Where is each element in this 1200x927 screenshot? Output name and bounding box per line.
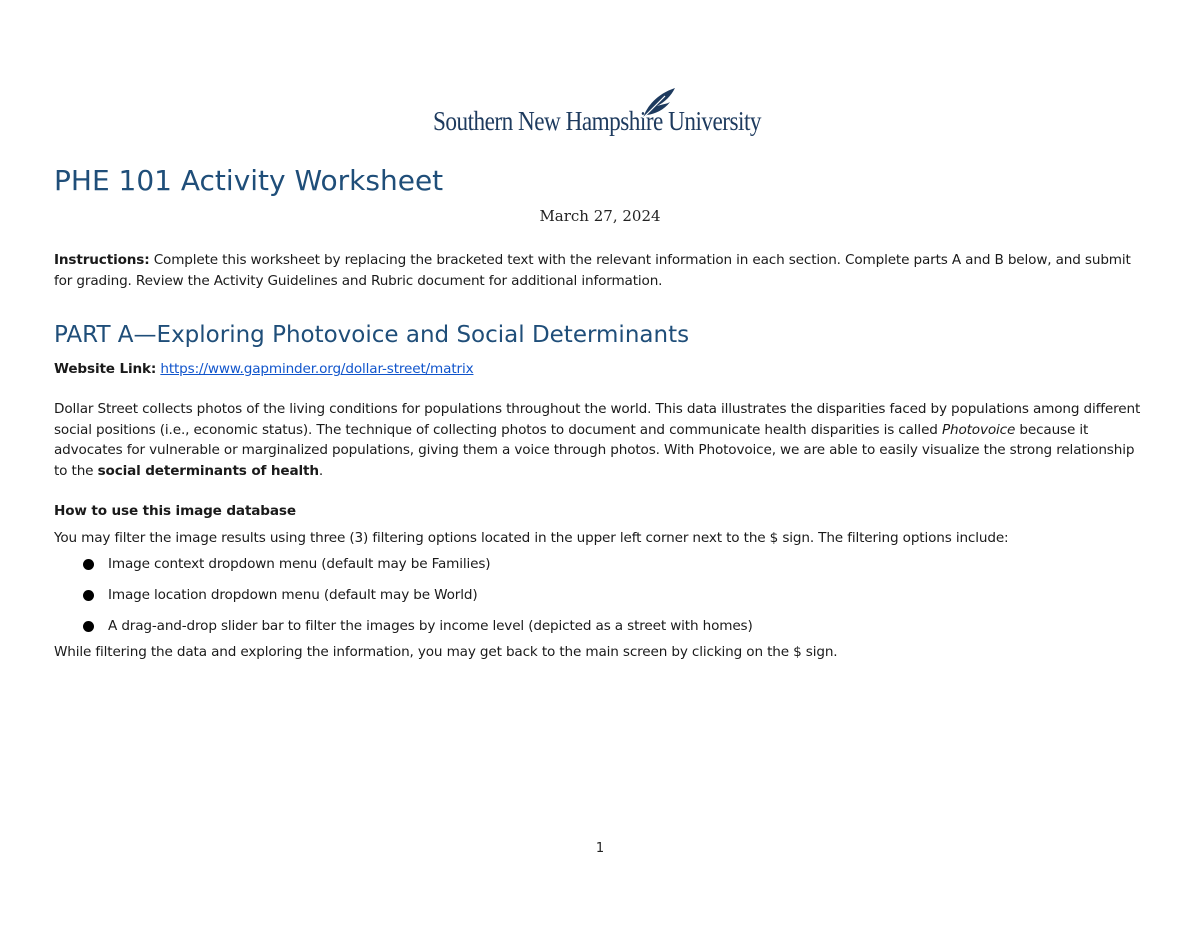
feather-logo-icon (637, 86, 677, 120)
instructions-paragraph (54, 250, 1149, 291)
howto-heading: How to use this image database (54, 503, 296, 519)
instructions-label: Instructions: (54, 252, 150, 268)
bullet-icon (83, 590, 94, 601)
website-link[interactable]: https://www.gapminder.org/dollar-street/matrix (160, 361, 474, 377)
list-item (80, 554, 753, 585)
snhu-logo (433, 86, 773, 142)
filter-paragraph: You may filter the image results using three (3) filtering options located in the upper left corner next to the $ sign. The filtering options include: (54, 530, 1009, 546)
list-item (80, 585, 753, 616)
intro-text: Dollar Street collects photos of the living conditions for populations throughout the world. This data illustrates the disparities faced by populations among different social positions (i.e., economic status). The technique of collecting photos to document and communicate health disparities is called (54, 401, 1141, 438)
website-link-label: Website Link: (54, 361, 157, 377)
closing-paragraph: While filtering the data and exploring the information, you may get back to the main screen by clicking on the $ sign. (54, 644, 838, 660)
bullet-icon (83, 559, 94, 570)
filter-options-list (80, 554, 753, 647)
document-title: PHE 101 Activity Worksheet (54, 164, 444, 197)
dollar-street-paragraph (54, 399, 1149, 481)
instructions-text: Complete this worksheet by replacing the bracketed text with the relevant information in each section. Complete parts A and B below, and submit for grading. Review the Activity Guidelines and Rubric document for additional information. (54, 252, 1131, 289)
logo-wordmark: Southern New Hampshire University (433, 106, 761, 136)
social-determinants-term: social determinants of health (97, 462, 319, 479)
list-item-text: Image context dropdown menu (default may be Families) (108, 556, 491, 572)
website-link-row (54, 359, 1149, 380)
intro-text-continued: because it advocates for vulnerable or marginalized populations, giving them a voice through photos. With Photovoice, we are able to easily visualize the strong relationship to the (54, 421, 1135, 479)
intro-text-end: . (318, 462, 324, 479)
document-date: March 27, 2024 (539, 207, 661, 225)
page-number: 1 (595, 841, 605, 856)
list-item-text: A drag-and-drop slider bar to filter the images by income level (depicted as a street with homes) (108, 618, 753, 634)
list-item-text: Image location dropdown menu (default may be World) (108, 587, 478, 603)
part-a-heading: PART A—Exploring Photovoice and Social Determinants (54, 322, 690, 348)
bullet-icon (83, 621, 94, 632)
photovoice-term: Photovoice (941, 421, 1016, 438)
